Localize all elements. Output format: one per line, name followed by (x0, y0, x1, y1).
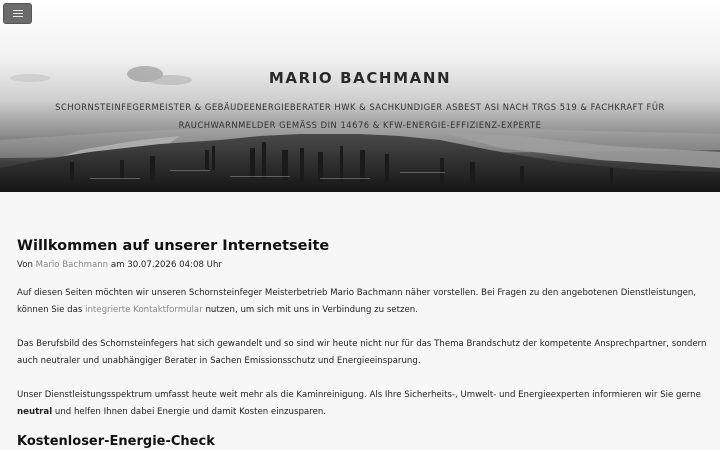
header-banner (0, 0, 720, 192)
intro-paragraph (17, 285, 707, 319)
services-text-a: Unser Dienstleistungsspektrum umfasst heute weit mehr als die Kaminreinigung. Als Ihre Sicherheits-, Umwelt- und Energieexperten informieren wir Sie gerne (17, 390, 701, 400)
services-bold: neutral (17, 407, 53, 417)
meta-mid: am (110, 260, 125, 270)
intro-text-b: nutzen, um sich mit uns in Verbindung zu setzen. (205, 305, 418, 315)
services-text-b: und helfen Ihnen dabei Energie und damit Kosten einzusparen. (54, 407, 326, 417)
profession-paragraph: Das Berufsbild des Schornsteinfegers hat sich gewandelt und so sind wir heute nicht nur für das Thema Brandschutz der kompetente Ansprechpartner, sondern auch neutraler und unabhängiger Berater in Sachen Emissionsschutz und Energieeinsparung. (17, 339, 707, 366)
city-skyline-image (0, 0, 720, 192)
menu-toggle-button[interactable] (3, 3, 32, 24)
services-paragraph (17, 387, 707, 421)
contact-form-link[interactable]: integrierte Kontaktformular (85, 305, 203, 315)
post-meta (17, 259, 707, 271)
intro-text-a: Auf diesen Seiten möchten wir unseren Schornsteinfeger Meisterbetrieb Mario Bachmann näher vorstellen. Bei Fragen zu den angebotenen Dienstleistungen, können Sie das (17, 288, 697, 315)
main-content (17, 237, 707, 450)
hamburger-icon (13, 10, 23, 17)
site-title[interactable]: MARIO BACHMANN (268, 69, 452, 87)
energy-check-heading: Kostenloser-Energie-Check (17, 434, 215, 449)
author-link[interactable]: Mario Bachmann (35, 260, 109, 270)
site-tagline: SCHORNSTEINFEGERMEISTER & GEBÄUDEENERGIEBERATER HWK & SACHKUNDIGER ASBEST ASI NACH TRGS 519 & FACHKRAFT FÜR RAUCHWARNMELDER GEMÄSS DIN 14676 & KFW-ENERGIE-EFFIZIENZ-EXPERTE (55, 102, 665, 130)
post-title[interactable]: Willkommen auf unserer Internetseite (17, 238, 330, 254)
meta-prefix: Von (17, 260, 33, 270)
post-date: 30.07.2026 04:08 Uhr (127, 260, 222, 270)
